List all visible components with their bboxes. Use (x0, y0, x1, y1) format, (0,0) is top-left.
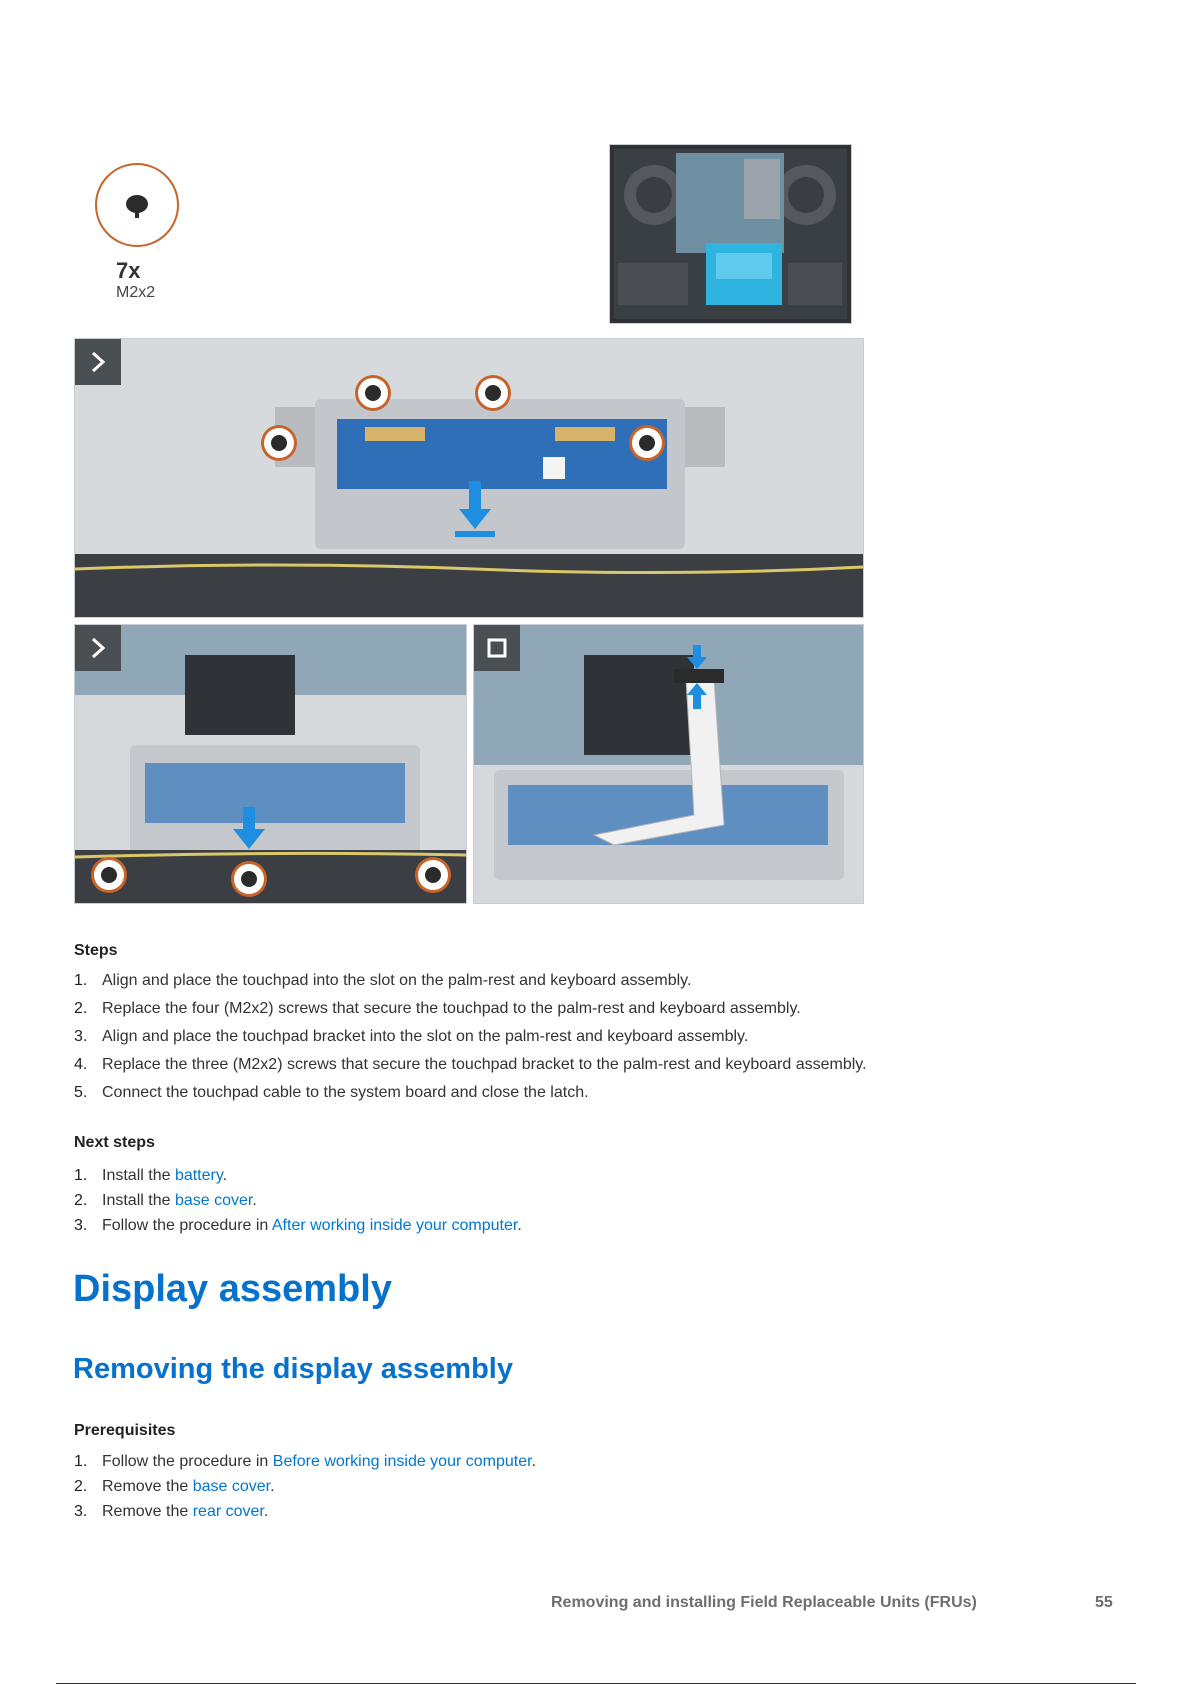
screw-callout-circle (95, 163, 179, 247)
screw-icon (97, 165, 177, 245)
touchpad-install-image (74, 338, 864, 618)
base-cover-link[interactable]: base cover (174, 1192, 253, 1209)
bracket-install-image (74, 624, 467, 904)
base-cover-link[interactable]: base cover (192, 1478, 271, 1495)
prerequisites-heading: Prerequisites (74, 1422, 176, 1439)
steps-heading: Steps (74, 942, 118, 959)
screw-count: 7x (116, 258, 141, 283)
battery-link[interactable]: battery (174, 1167, 223, 1184)
before-working-link[interactable]: Before working inside your computer (272, 1453, 532, 1470)
list-item: 1. Follow the procedure in Before working inside your computer. (74, 1453, 537, 1470)
screw-type: M2x2 (116, 284, 156, 301)
list-item: 2. Replace the four (M2x2) screws that secure the touchpad to the palm-rest and keyboard assembly. (74, 1000, 801, 1017)
footer-chapter: Removing and installing Field Replaceable Units (FRUs) (551, 1594, 977, 1611)
subsection-title: Removing the display assembly (73, 1353, 513, 1385)
steps-list (74, 972, 1114, 1112)
square-stop-icon (486, 637, 508, 659)
cable-connect-image (473, 624, 864, 904)
chevron-right-icon (88, 636, 108, 660)
list-item: 5. Connect the touchpad cable to the system board and close the latch. (74, 1084, 589, 1101)
step-badge-next (75, 339, 121, 385)
page-number: 55 (1095, 1594, 1113, 1611)
step-badge-stop (474, 625, 520, 671)
list-item: 3. Align and place the touchpad bracket into the slot on the palm-rest and keyboard assembly. (74, 1028, 749, 1045)
list-item: 1. Align and place the touchpad into the slot on the palm-rest and keyboard assembly. (74, 972, 692, 989)
list-item: 2. Remove the base cover. (74, 1478, 275, 1495)
after-working-link[interactable]: After working inside your computer (271, 1217, 518, 1234)
overview-image (609, 144, 852, 324)
rear-cover-link[interactable]: rear cover (192, 1503, 264, 1520)
list-item: 3. Follow the procedure in After working inside your computer. (74, 1217, 522, 1234)
list-item: 3. Remove the rear cover. (74, 1503, 269, 1520)
list-item: 4. Replace the three (M2x2) screws that secure the touchpad bracket to the palm-rest and keyboard assembly. (74, 1056, 867, 1073)
next-steps-list (74, 1167, 1114, 1242)
next-steps-heading: Next steps (74, 1134, 155, 1151)
prerequisites-list (74, 1453, 1114, 1528)
section-title: Display assembly (73, 1268, 392, 1310)
list-item: 1. Install the battery. (74, 1167, 228, 1184)
step-badge-next (75, 625, 121, 671)
chevron-right-icon (88, 350, 108, 374)
list-item: 2. Install the base cover. (74, 1192, 257, 1209)
